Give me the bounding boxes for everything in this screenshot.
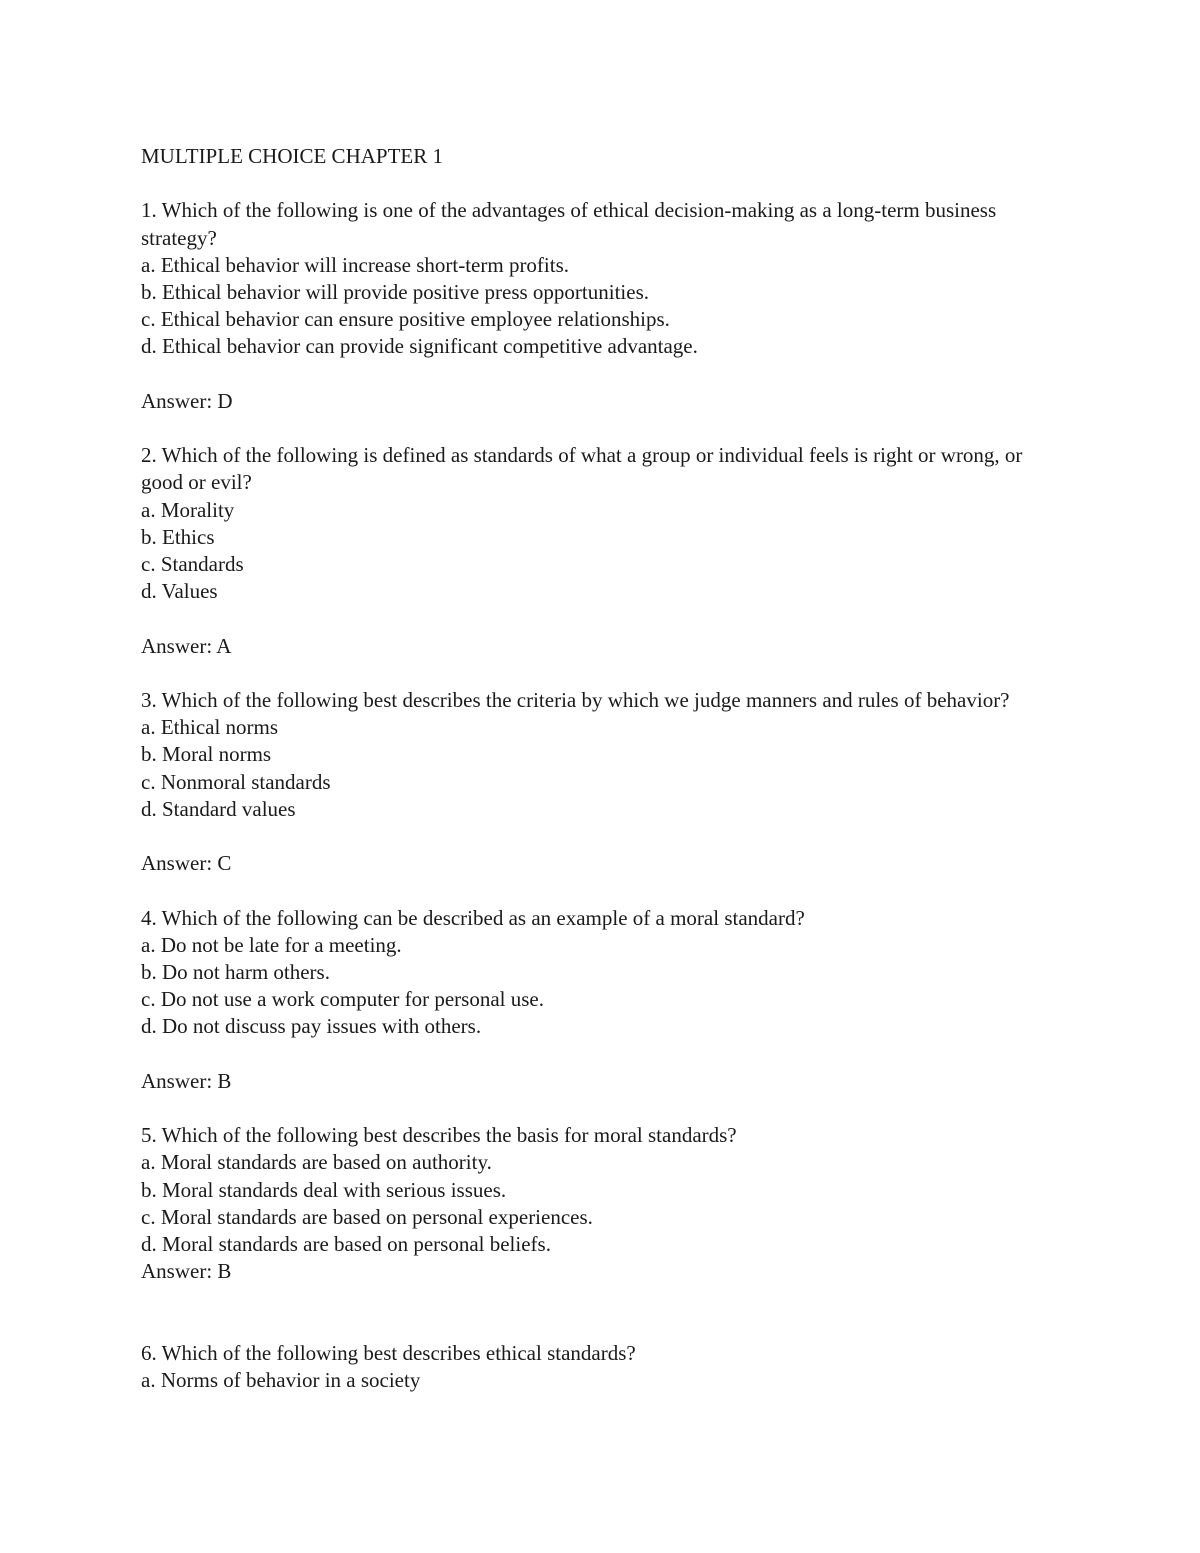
answer-option: d. Values xyxy=(141,579,218,604)
question-stem: 3. Which of the following best describes the criteria by which we judge manners and rules of behavior? xyxy=(141,687,1010,712)
spacer xyxy=(141,1285,1061,1312)
answer-option: b. Moral norms xyxy=(141,742,272,767)
spacer xyxy=(141,823,1061,850)
question-6 xyxy=(141,1340,1061,1394)
question-stem: 4. Which of the following can be described as an example of a moral standard? xyxy=(141,905,805,930)
answer-option: d. Standard values xyxy=(141,796,296,821)
answer-option: a. Ethical behavior will increase short-term profits. xyxy=(141,252,570,277)
answer-key: Answer: D xyxy=(141,388,233,413)
answer-option: d. Do not discuss pay issues with others. xyxy=(141,1014,482,1039)
question-3 xyxy=(141,687,1061,905)
answer-option: c. Standards xyxy=(141,552,244,576)
question-stem: 2. Which of the following is defined as standards of what a group or individual feels is right or wrong, or good or evil? xyxy=(141,443,1023,495)
answer-option: b. Do not harm others. xyxy=(141,959,330,984)
answer-option: c. Do not use a work computer for personal use. xyxy=(141,987,544,1012)
answer-key: Answer: B xyxy=(141,1068,232,1093)
question-1 xyxy=(141,197,1061,442)
answer-option: d. Ethical behavior can provide significant competitive advantage. xyxy=(141,334,698,359)
spacer xyxy=(141,605,1061,632)
answer-option: a. Norms of behavior in a society xyxy=(141,1367,421,1392)
answer-option: c. Moral standards are based on personal experiences. xyxy=(141,1204,593,1229)
answer-option: d. Moral standards are based on personal beliefs. xyxy=(141,1231,551,1256)
spacer xyxy=(141,660,1061,687)
question-stem: 6. Which of the following best describes ethical standards? xyxy=(141,1340,636,1365)
spacer xyxy=(141,877,1061,904)
question-5 xyxy=(141,1122,1061,1340)
answer-key: Answer: C xyxy=(141,851,232,876)
answer-option: c. Ethical behavior can ensure positive employee relationships. xyxy=(141,307,670,332)
question-stem: 5. Which of the following best describes the basis for moral standards? xyxy=(141,1123,737,1148)
spacer xyxy=(141,170,1061,197)
answer-option: b. Ethical behavior will provide positive press opportunities. xyxy=(141,280,649,304)
document-body xyxy=(141,143,1061,1394)
spacer xyxy=(141,415,1061,442)
answer-option: a. Moral standards are based on authority. xyxy=(141,1150,492,1175)
spacer xyxy=(141,1041,1061,1068)
spacer xyxy=(141,361,1061,388)
document-title: MULTIPLE CHOICE CHAPTER 1 xyxy=(141,144,443,168)
answer-option: b. Ethics xyxy=(141,524,215,549)
answer-option: b. Moral standards deal with serious issues. xyxy=(141,1177,507,1202)
question-2 xyxy=(141,442,1061,687)
answer-option: a. Morality xyxy=(141,497,235,522)
question-4 xyxy=(141,905,1061,1123)
answer-key: Answer: A xyxy=(141,633,232,658)
answer-key: Answer: B xyxy=(141,1259,232,1284)
spacer xyxy=(141,1313,1061,1340)
question-stem: 1. Which of the following is one of the advantages of ethical decision-making as a long-term business strategy? xyxy=(141,198,997,250)
answer-option: c. Nonmoral standards xyxy=(141,769,331,794)
spacer xyxy=(141,1095,1061,1122)
answer-option: a. Ethical norms xyxy=(141,715,279,740)
answer-option: a. Do not be late for a meeting. xyxy=(141,932,402,957)
